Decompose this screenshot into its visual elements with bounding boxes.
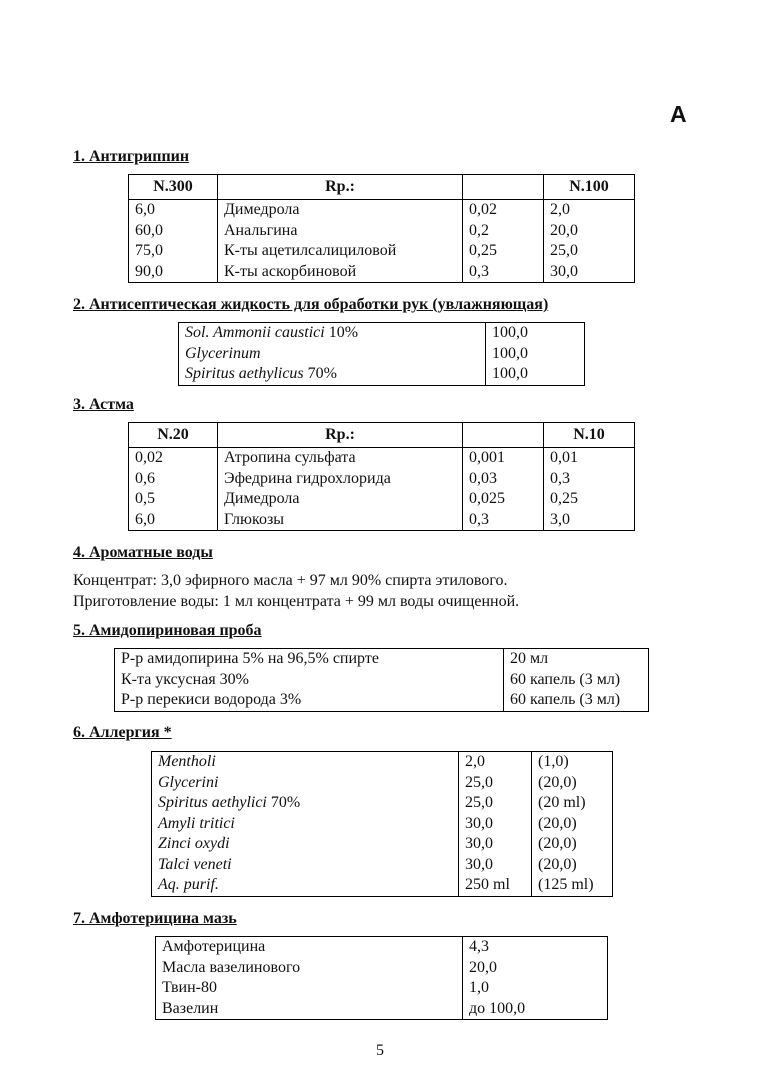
section-heading-allergy: 6. Аллергия * bbox=[73, 724, 172, 741]
cell-value: Mentholi bbox=[158, 753, 216, 770]
cell-value: К-та уксусная 30% bbox=[121, 670, 250, 688]
header-cell: N.100 bbox=[544, 175, 635, 200]
header-cell: Rp.: bbox=[218, 175, 463, 200]
cell-value: 6,0 bbox=[135, 510, 155, 528]
cell-value: Р-р перекиси водорода 3% bbox=[121, 691, 302, 708]
cell-value: 0,025 bbox=[469, 490, 505, 507]
header-cell: Rp.: bbox=[218, 423, 463, 448]
dose-column bbox=[463, 200, 544, 283]
cell-value: 0,3 bbox=[550, 469, 570, 487]
amount-column bbox=[463, 937, 608, 1020]
ingredient-column bbox=[156, 937, 463, 1020]
cell-value: 0,3 bbox=[469, 510, 489, 528]
quantity-column bbox=[129, 200, 218, 283]
header-cell: N.10 bbox=[544, 423, 635, 448]
cell-value: (20,0) bbox=[538, 835, 577, 852]
cell-value: 100,0 bbox=[492, 365, 528, 382]
cell-value: 30,0 bbox=[550, 262, 578, 280]
cell-value: 2,0 bbox=[465, 753, 485, 770]
amphotericin-table bbox=[155, 936, 608, 1020]
cell-value: Амфотерицина bbox=[162, 938, 266, 955]
cell-value: 100,0 bbox=[492, 344, 528, 362]
cell-value: (20,0) bbox=[538, 773, 577, 791]
cell-value: Aq. purif. bbox=[158, 876, 219, 893]
cell-value: 100,0 bbox=[492, 324, 528, 341]
cell-value: 0,5 bbox=[135, 490, 155, 507]
cell-value: (20,0) bbox=[538, 855, 577, 873]
cell-value: 2,0 bbox=[550, 201, 570, 218]
antiseptic-table bbox=[178, 322, 585, 386]
cell-value: 0,6 bbox=[135, 469, 155, 487]
cell-value: 0,2 bbox=[469, 221, 489, 239]
cell-value: 25,0 bbox=[550, 242, 578, 259]
cell-value: 0,02 bbox=[469, 201, 497, 218]
cell-value: 0,25 bbox=[469, 242, 497, 259]
cell-value: 250 ml bbox=[465, 876, 510, 893]
cell-value: Вазелин bbox=[162, 999, 219, 1017]
cell-value: 60 капель (3 мл) bbox=[510, 691, 621, 708]
cell-value: 20 мл bbox=[510, 650, 549, 667]
cell-value: 25,0 bbox=[465, 794, 493, 811]
cell-value: Talci veneti bbox=[158, 855, 232, 873]
cell-value: (20,0) bbox=[538, 814, 577, 832]
cell-value: 30,0 bbox=[465, 855, 493, 873]
half-amount-column bbox=[532, 752, 613, 897]
cell-value: 6,0 bbox=[135, 201, 155, 218]
cell-value: 90,0 bbox=[135, 262, 163, 280]
page-number: 5 bbox=[376, 1042, 384, 1059]
cell-value: 0,03 bbox=[469, 469, 497, 487]
dose-column bbox=[463, 448, 544, 531]
cell-value: Glycerini bbox=[158, 773, 219, 791]
amount-column bbox=[459, 752, 532, 897]
allergy-table bbox=[151, 751, 613, 897]
cell-value: Эфедрина гидрохлорида bbox=[224, 469, 391, 487]
ingredient-column bbox=[179, 323, 486, 386]
cell-value: Димедрола bbox=[224, 490, 300, 507]
cell-value: 0,001 bbox=[469, 449, 505, 466]
amount-column bbox=[504, 649, 649, 712]
cell-value: 75,0 bbox=[135, 242, 163, 259]
cell-value: Glycerinum bbox=[185, 344, 261, 362]
cell-value: 60,0 bbox=[135, 221, 163, 239]
cell-value: (1,0) bbox=[538, 753, 569, 770]
header-cell: N.20 bbox=[129, 423, 218, 448]
section-heading-aromatic-waters: 4. Ароматные воды bbox=[73, 544, 213, 561]
quantity-column bbox=[544, 200, 635, 283]
amount-column bbox=[486, 323, 585, 386]
ingredient-column bbox=[218, 448, 463, 531]
cell-value: 4,3 bbox=[469, 938, 489, 955]
cell-value: 1,0 bbox=[469, 979, 489, 996]
cell-value: Глюкозы bbox=[224, 510, 285, 528]
cell-value: 30,0 bbox=[465, 835, 493, 852]
cell-value: Масла вазелинового bbox=[162, 958, 301, 976]
amidopyrine-table bbox=[114, 648, 649, 712]
cell-value: Sol. Ammonii caustici 10% bbox=[185, 324, 359, 341]
cell-value: Zinci oxydi bbox=[158, 835, 230, 852]
header-cell bbox=[463, 175, 544, 200]
section-heading-asthma: 3. Астма bbox=[73, 396, 134, 413]
quantity-column bbox=[129, 448, 218, 531]
cell-value: 0,3 bbox=[469, 262, 489, 280]
section-heading-amphotericin-ointment: 7. Амфотерицина мазь bbox=[73, 910, 237, 927]
cell-value: Анальгина bbox=[224, 221, 298, 239]
page-letter: A bbox=[670, 101, 687, 127]
cell-value: до 100,0 bbox=[469, 999, 526, 1017]
quantity-column bbox=[544, 448, 635, 531]
cell-value: Amyli tritici bbox=[158, 814, 235, 832]
section-heading-amidopyrine-test: 5. Амидопириновая проба bbox=[73, 622, 262, 639]
cell-value: 0,25 bbox=[550, 490, 578, 507]
cell-value: Димедрола bbox=[224, 201, 300, 218]
cell-value: 0,01 bbox=[550, 449, 578, 466]
cell-value: 20,0 bbox=[469, 958, 497, 976]
header-cell: N.300 bbox=[129, 175, 218, 200]
cell-value: (20 ml) bbox=[538, 794, 586, 811]
section-heading-antigrippin: 1. Антигриппин bbox=[73, 148, 190, 165]
paragraph-line: Приготовление воды: 1 мл концентрата + 99 мл воды очищенной. bbox=[73, 593, 520, 610]
asthma-table bbox=[128, 422, 635, 531]
ingredient-column bbox=[152, 752, 459, 897]
ingredient-column bbox=[218, 200, 463, 283]
cell-value: Spiritus aethylici 70% bbox=[158, 794, 301, 811]
cell-value: Р-р амидопирина 5% на 96,5% спирте bbox=[121, 650, 379, 667]
ingredient-column bbox=[115, 649, 504, 712]
antigrippin-table bbox=[128, 174, 635, 283]
cell-value: (125 ml) bbox=[538, 876, 594, 893]
header-cell bbox=[463, 423, 544, 448]
cell-value: 30,0 bbox=[465, 814, 493, 832]
cell-value: Твин-80 bbox=[162, 979, 217, 996]
cell-value: Spiritus aethylicus 70% bbox=[185, 365, 337, 382]
cell-value: 0,02 bbox=[135, 449, 163, 466]
cell-value: 3,0 bbox=[550, 510, 570, 528]
cell-value: 25,0 bbox=[465, 773, 493, 791]
section-heading-antiseptic: 2. Антисептическая жидкость для обработки рук (увлажняющая) bbox=[73, 296, 549, 313]
cell-value: К-ты ацетилсалициловой bbox=[224, 242, 397, 259]
cell-value: 20,0 bbox=[550, 221, 578, 239]
cell-value: К-ты аскорбиновой bbox=[224, 262, 357, 280]
cell-value: 60 капель (3 мл) bbox=[510, 670, 621, 688]
cell-value: Атропина сульфата bbox=[224, 449, 356, 466]
paragraph-line: Концентрат: 3,0 эфирного масла + 97 мл 90% спирта этилового. bbox=[73, 572, 508, 589]
